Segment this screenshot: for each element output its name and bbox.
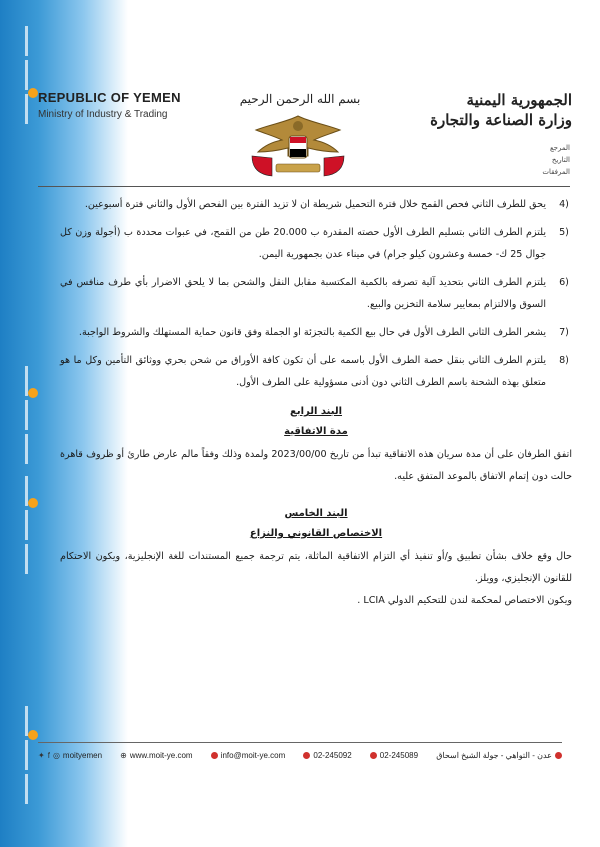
date-label: التاريخ	[551, 156, 570, 164]
section-heading	[60, 404, 572, 420]
republic-ar-line: الجمهورية اليمنية	[466, 91, 572, 109]
orange-dot-icon	[28, 388, 38, 398]
republic-title-ar	[412, 90, 572, 130]
ministry-watermark-logo	[6, 470, 48, 580]
email-icon	[211, 752, 218, 759]
orange-dot-icon	[28, 88, 38, 98]
attachments-label: المرفقات	[542, 168, 570, 176]
section5-subheading: الاختصاص القانوني والنزاع	[249, 528, 383, 539]
phone2: 02-245089	[379, 750, 419, 760]
clause-item	[60, 194, 572, 216]
clause-item	[60, 322, 572, 344]
republic-title-en: REPUBLIC OF YEMEN	[38, 90, 181, 105]
email-group	[211, 751, 286, 760]
clause-number: 5)	[559, 227, 569, 238]
agreement-body	[60, 194, 572, 612]
website-group	[120, 751, 192, 760]
section-subheading	[60, 424, 572, 440]
clause-text: يلتزم الطرف الثاني بنقل حصة الطرف الأول باسمه على أن تكون كافة الأوراق من شحن بحري ووثائق التأمين وكل ما هو متعلق بهذه الشحنة باسم الطرف الثاني دون أدنى مسؤولية على الطرف الأول.	[60, 355, 546, 388]
ministry-watermark-logo	[6, 360, 48, 470]
facebook-icon: f	[47, 750, 50, 760]
phone2-group	[370, 751, 418, 760]
clause-text: يشعر الطرف الثاني الطرف الأول في حال بيع الكمية بالتجزئة او الجملة وفق قانون حماية المستهلك والشروط الواجبة.	[78, 327, 546, 338]
ref-label: المرجع	[549, 144, 570, 152]
footer-divider	[38, 742, 562, 743]
section4-heading: البند الرابع	[289, 406, 343, 417]
clause-text: يلتزم الطرف الثاني بتسليم الطرف الأول حصته المقدرة ب 20.000 طن من القمح، في عبوات محددة ب (أجولة وزن كل جوال 25 ك- خمسة وعشرون كيلو جرام) في ميناء عدن بجمهورية اليمن.	[60, 227, 546, 260]
section-heading	[60, 506, 572, 522]
address-group	[436, 751, 562, 760]
phone-icon	[370, 752, 377, 759]
clause-number: 7)	[559, 327, 569, 338]
clause-number: 8)	[559, 355, 569, 366]
section-subheading	[60, 526, 572, 542]
instagram-icon: ◎	[52, 750, 60, 760]
phone1-group	[303, 751, 351, 760]
section4-subheading: مدة الاتفاقية	[284, 426, 348, 437]
footer-contact-bar	[38, 748, 562, 762]
orange-dot-icon	[28, 730, 38, 740]
section5-heading: البند الخامس	[284, 508, 348, 519]
ministry-title-en: Ministry of Industry & Trading	[38, 109, 168, 120]
phone1: 02-245092	[313, 750, 352, 760]
clause-number: 6)	[559, 277, 569, 288]
social-handle[interactable]: moityemen	[62, 750, 103, 760]
clause-item	[60, 350, 572, 394]
ministry-ar-line: وزارة الصناعة والتجارة	[430, 111, 572, 129]
clause-item	[60, 222, 572, 266]
globe-icon: ⊕	[120, 750, 127, 760]
clause-item	[60, 272, 572, 316]
phone-icon	[303, 752, 310, 759]
clause-text: يحق للطرف الثاني فحص القمح خلال فترة التحميل شريطة ان لا تزيد الفترة بين الفحص الأول والثاني فترة أسبوعين.	[84, 199, 546, 210]
social-group	[38, 751, 102, 760]
twitter-icon: ✦	[38, 750, 45, 760]
header-divider	[38, 186, 570, 187]
section5-text: حال وقع خلاف بشأن تطبيق و/أو تنفيذ أي التزام الاتفاقية الماثلة، يتم ترجمة جميع المستندات للغة الإنجليزية، ويكون الاحتكام للقانون الإنجليزي، وويلز.	[60, 551, 572, 584]
section5-text2: ويكون الاختصاص لمحكمة لندن للتحكيم الدولي LCIA .	[357, 595, 572, 606]
reference-labels	[490, 142, 570, 178]
section4-text: اتفق الطرفان على أن مدة سريان هذه الاتفاقية تبدأ من تاريخ 2023/00/00 ولمدة وذلك وفقاً مالم عارض طارئ أو ظروف قاهرة حالت دون إتمام الاتفاق بالموعد المتفق عليه.	[60, 449, 572, 482]
clause-text: يلتزم الطرف الثاني بتحديد آلية تصرفه بالكمية المكتسبة مقابل النقل والشحن بما لا يلحق الاضرار بأي طرف منافس في السوق والالتزام بمعايير سلامة التخزين والبيع.	[60, 277, 546, 310]
basmala: بسم الله الرحمن الرحيم	[239, 92, 361, 106]
location-pin-icon	[555, 752, 562, 759]
website-link[interactable]: www.moit-ye.com	[129, 750, 193, 760]
clause-number: 4)	[559, 199, 569, 210]
address: عدن - التواهي - جولة الشيخ اسحاق	[436, 750, 552, 760]
email-link[interactable]: info@moit-ye.com	[220, 750, 286, 760]
yemen-eagle-emblem-icon	[242, 112, 354, 182]
orange-dot-icon	[28, 498, 38, 508]
